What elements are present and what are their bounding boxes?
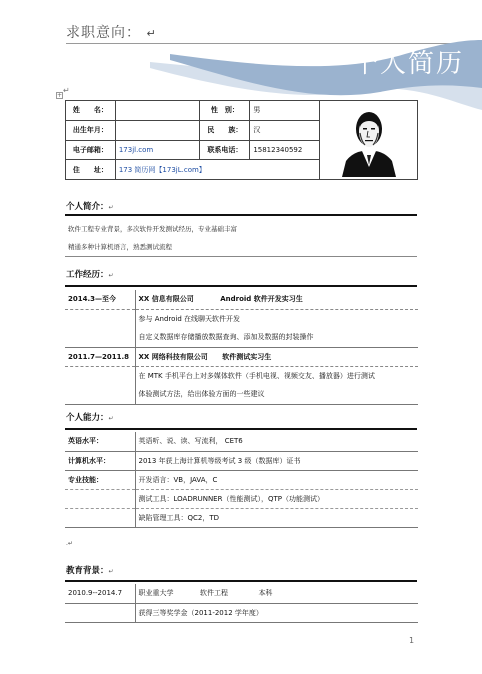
- profile-line-1: 软件工程专业背景，多次软件开发测试经历，专业基础丰富: [68, 225, 237, 233]
- return-mark: ↵: [146, 27, 157, 40]
- education-date: 2010.9--2014.7: [65, 584, 135, 603]
- job-intention-label: 求职意向：: [66, 25, 141, 41]
- job-1-date-spacer-2: [65, 328, 135, 347]
- job-2-detail-1: 在 MTK 手机平台上对多媒体软件（手机电视、视频交友、播放器）进行测试: [138, 371, 375, 380]
- computer-label: 计算机水平：: [65, 451, 135, 470]
- job-2-role: 软件测试实习生: [222, 352, 272, 361]
- job-2-company: XX 网络科技有限公司: [138, 352, 208, 361]
- education-school: 职业重大学: [138, 589, 174, 598]
- gender-value: 男: [250, 101, 320, 121]
- gender-label: 性 别：: [200, 101, 250, 121]
- profile-bottom-rule: [65, 256, 417, 257]
- email-label: 电子邮箱：: [66, 140, 116, 160]
- experience-rule: [65, 285, 417, 287]
- cv-title: 个人简历: [351, 49, 464, 79]
- experience-title: 工作经历：: [66, 270, 109, 280]
- job-1-header: [135, 290, 418, 309]
- profile-title: 个人简介：: [66, 202, 109, 212]
- job-1-date: 2014.3—至今: [65, 290, 135, 309]
- job-2-date-spacer-2: [65, 385, 135, 404]
- address-label: 住 址：: [66, 160, 116, 180]
- phone-label: 联系电话：: [200, 140, 250, 160]
- table-move-handle-icon[interactable]: +: [57, 92, 63, 99]
- education-mark: ↵: [108, 568, 114, 575]
- address-link[interactable]: 173 简历网【173jL.com】: [115, 160, 319, 180]
- stray-paragraph-mark: .↵: [66, 540, 73, 547]
- education-table: [65, 584, 418, 623]
- education-row: [135, 584, 418, 603]
- ability-title: 个人能力：: [66, 413, 109, 423]
- name-label: 姓 名：: [66, 101, 116, 121]
- job-intention-line: [66, 22, 157, 42]
- skill-2: 测试工具：LOADRUNNER（性能测试），QTP（功能测试）: [135, 489, 418, 508]
- ethnicity-label: 民 族：: [200, 120, 250, 140]
- education-degree: 本科: [258, 589, 273, 598]
- education-spacer: [65, 603, 135, 622]
- profile-mark: ↵: [108, 204, 114, 211]
- experience-table: [65, 290, 418, 405]
- email-link[interactable]: 173jl.com: [115, 140, 200, 160]
- name-value: [115, 101, 200, 121]
- experience-mark: ↵: [108, 272, 114, 279]
- profile-heading: [66, 200, 114, 212]
- education-rule: [65, 580, 417, 582]
- basic-info-table: [65, 100, 418, 180]
- profile-line-2: 精通多种计算机语言，熟悉测试流程: [68, 243, 172, 251]
- ability-mark: ↵: [108, 415, 114, 422]
- english-value: 英语听、说、读、写流利， CET6: [135, 432, 418, 451]
- skills-spacer-2: [65, 508, 135, 527]
- profile-rule: [65, 214, 417, 216]
- job-2-header: [135, 347, 418, 366]
- birth-label: 出生年月：: [66, 120, 116, 140]
- education-title: 教育背景：: [66, 566, 109, 576]
- skill-3: 缺陷管理工具：QC2，TD: [135, 508, 418, 527]
- ability-rule: [65, 428, 417, 430]
- ability-heading: [66, 411, 114, 423]
- birth-value: [115, 120, 200, 140]
- skills-label: 专业技能：: [65, 470, 135, 489]
- ability-table: [65, 432, 418, 528]
- skill-1: 开发语言：VB，JAVA，C: [135, 470, 418, 489]
- english-label: 英语水平：: [65, 432, 135, 451]
- experience-heading: [66, 268, 114, 280]
- job-2-detail-2: 体验测试方法，给出体验方面的一些建议: [135, 385, 418, 404]
- computer-value: 2013 年获上海计算机等级考试 3 级（数据库）证书: [135, 451, 418, 470]
- photo-cell: [320, 101, 418, 180]
- job-2-date: 2011.7—2011.8: [65, 347, 135, 366]
- job-1-detail-2: 自定义数据库存储播放数据查询、添加及数据的封装操作: [135, 328, 418, 347]
- page-number: 1: [409, 636, 415, 645]
- education-award: 获得三等奖学金（2011-2012 学年度）: [135, 603, 418, 622]
- skills-spacer-1: [65, 489, 135, 508]
- job-1-company: XX 信息有限公司: [138, 295, 194, 304]
- education-major: 软件工程: [199, 589, 228, 598]
- ethnicity-value: 汉: [250, 120, 320, 140]
- job-1-role: Android 软件开发实习生: [220, 295, 303, 304]
- job-1-date-spacer: [65, 309, 135, 328]
- education-heading: [66, 564, 114, 576]
- job-2-date-spacer: [65, 366, 135, 385]
- phone-value: 15812340592: [250, 140, 320, 160]
- paragraph-mark: ↵: [63, 86, 70, 95]
- job-1-detail-1: 参与 Android 在线聊天软件开发: [138, 314, 241, 323]
- avatar: [338, 101, 400, 177]
